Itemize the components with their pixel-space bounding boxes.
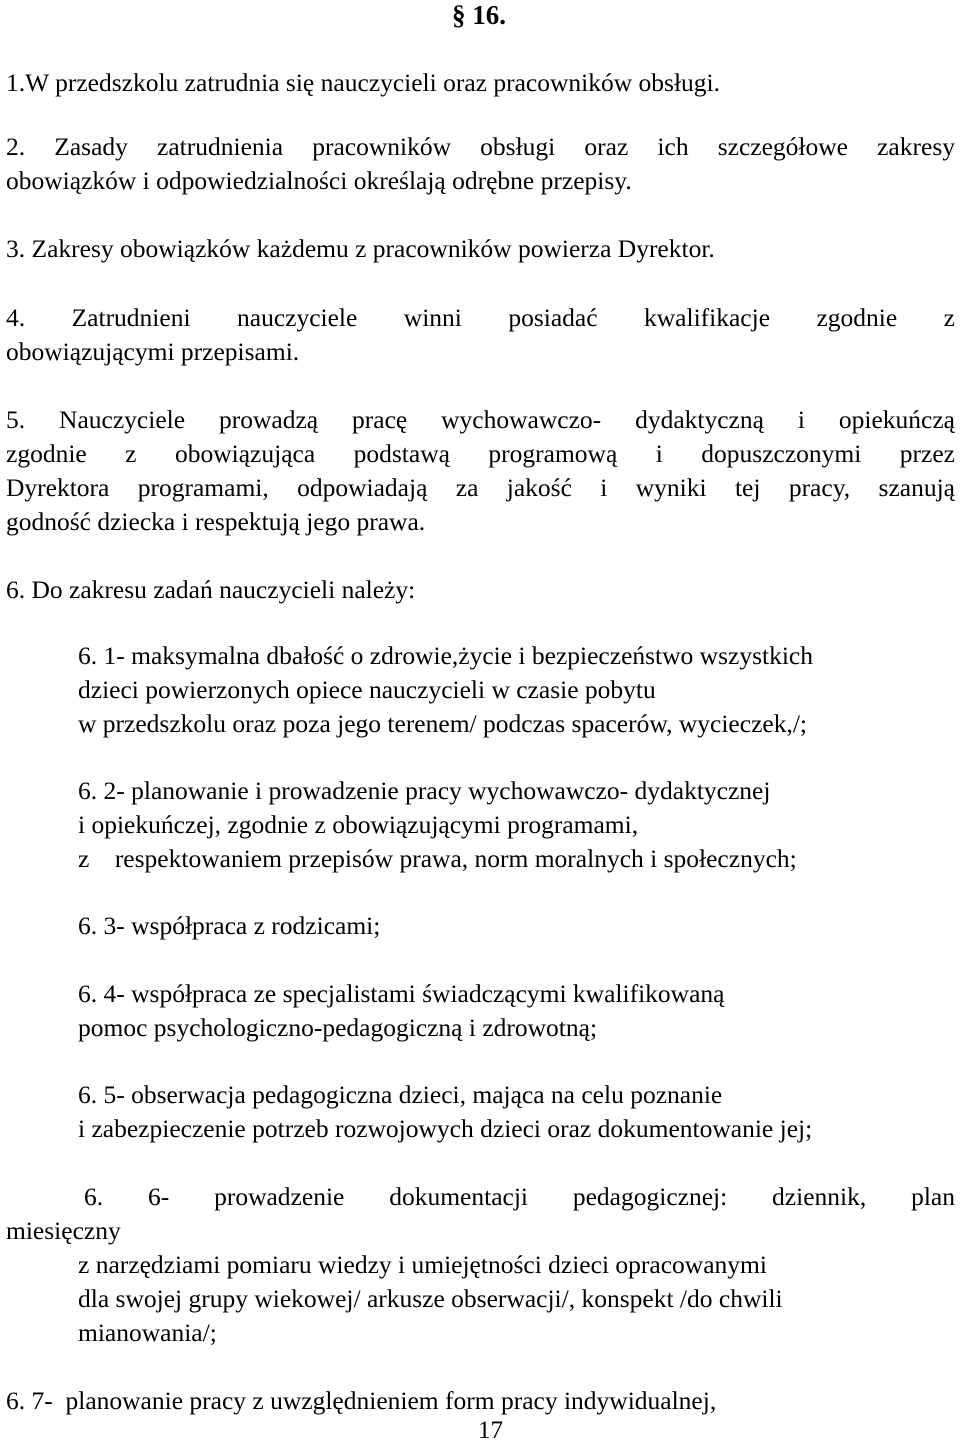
paragraph-5-line-4: godność dziecka i respektują jego prawa. — [6, 507, 426, 536]
paragraph-4-line-2: obowiązującymi przepisami. — [6, 337, 300, 366]
list-item-6-4 — [78, 977, 938, 1045]
paragraph-6-line-1: 6. Do zakresu zadań nauczycieli należy: — [6, 575, 416, 604]
list-item-6-7 — [6, 1384, 955, 1418]
list-item-6-6-line-1: 6. 6- prowadzenie dokumentacji pedagogicznej: dziennik, plan — [84, 1182, 955, 1211]
list-item-6-6-line-3: z narzędziami pomiaru wiedzy i umiejętności dzieci opracowanymi — [78, 1250, 767, 1279]
paragraph-3 — [6, 232, 955, 266]
paragraph-2-line-2: obowiązków i odpowiedzialności określają odrębne przepisy. — [6, 166, 632, 195]
paragraph-1 — [6, 66, 955, 100]
paragraph-4 — [6, 301, 955, 369]
list-item-6-3-line-1: 6. 3- współpraca z rodzicami; — [78, 911, 381, 940]
list-item-6-4-line-1: 6. 4- współpraca ze specjalistami świadczącymi kwalifikowaną — [78, 979, 725, 1008]
paragraph-1-line-1: 1.W przedszkolu zatrudnia się nauczycieli oraz pracowników obsługi. — [6, 68, 720, 97]
paragraph-6 — [6, 573, 955, 607]
list-item-6-5 — [78, 1078, 938, 1146]
list-item-6-4-line-2: pomoc psychologiczno-pedagogiczną i zdrowotną; — [78, 1013, 598, 1042]
list-item-6-6-line-4: dla swojej grupy wiekowej/ arkusze obserwacji/, konspekt /do chwili — [78, 1284, 783, 1313]
list-item-6-2-line-1: 6. 2- planowanie i prowadzenie pracy wychowawczo- dydaktycznej — [78, 776, 771, 805]
list-item-6-1 — [78, 639, 938, 741]
list-item-6-1-line-3: w przedszkolu oraz poza jego terenem/ podczas spacerów, wycieczek,/; — [78, 709, 808, 738]
paragraph-5-line-3: Dyrektora programami, odpowiadają za jakość i wyniki tej pracy, szanują — [6, 473, 955, 502]
list-item-6-6-first-line — [84, 1180, 955, 1214]
list-item-6-6-line-2: miesięczny — [6, 1216, 121, 1245]
section-heading: § 16. — [452, 0, 506, 30]
page-number: 17 — [478, 1417, 503, 1444]
paragraph-5 — [6, 403, 955, 539]
list-item-6-2-line-2: i opiekuńczej, zgodnie z obowiązującymi programami, — [78, 810, 639, 839]
list-item-6-1-line-2: dzieci powierzonych opiece nauczycieli w czasie pobytu — [78, 675, 656, 704]
list-item-6-6-wrap — [6, 1214, 121, 1248]
paragraph-5-line-2: zgodnie z obowiązująca podstawą programową i dopuszczonymi przez — [6, 439, 955, 468]
paragraph-5-line-1: 5. Nauczyciele prowadzą pracę wychowawczo- dydaktyczną i opiekuńczą — [6, 405, 955, 434]
list-item-6-2 — [78, 774, 938, 876]
list-item-6-2-line-3: z respektowaniem przepisów prawa, norm moralnych i społecznych; — [78, 844, 797, 873]
list-item-6-1-line-1: 6. 1- maksymalna dbałość o zdrowie,życie i bezpieczeństwo wszystkich — [78, 641, 814, 670]
list-item-6-3 — [78, 909, 938, 943]
list-item-6-7-line-1: 6. 7- planowanie pracy z uwzględnieniem form pracy indywidualnej, — [6, 1386, 717, 1415]
list-item-6-6-line-5: mianowania/; — [78, 1318, 217, 1347]
list-item-6-5-line-1: 6. 5- obserwacja pedagogiczna dzieci, mająca na celu poznanie — [78, 1080, 723, 1109]
list-item-6-6 — [78, 1248, 938, 1350]
paragraph-2-line-1: 2. Zasady zatrudnienia pracowników obsługi oraz ich szczegółowe zakresy — [6, 132, 955, 161]
paragraph-4-line-1: 4. Zatrudnieni nauczyciele winni posiadać kwalifikacje zgodnie z — [6, 303, 955, 332]
paragraph-2 — [6, 130, 955, 198]
list-item-6-5-line-2: i zabezpieczenie potrzeb rozwojowych dzieci oraz dokumentowanie jej; — [78, 1114, 813, 1143]
paragraph-3-line-1: 3. Zakresy obowiązków każdemu z pracowników powierza Dyrektor. — [6, 234, 715, 263]
